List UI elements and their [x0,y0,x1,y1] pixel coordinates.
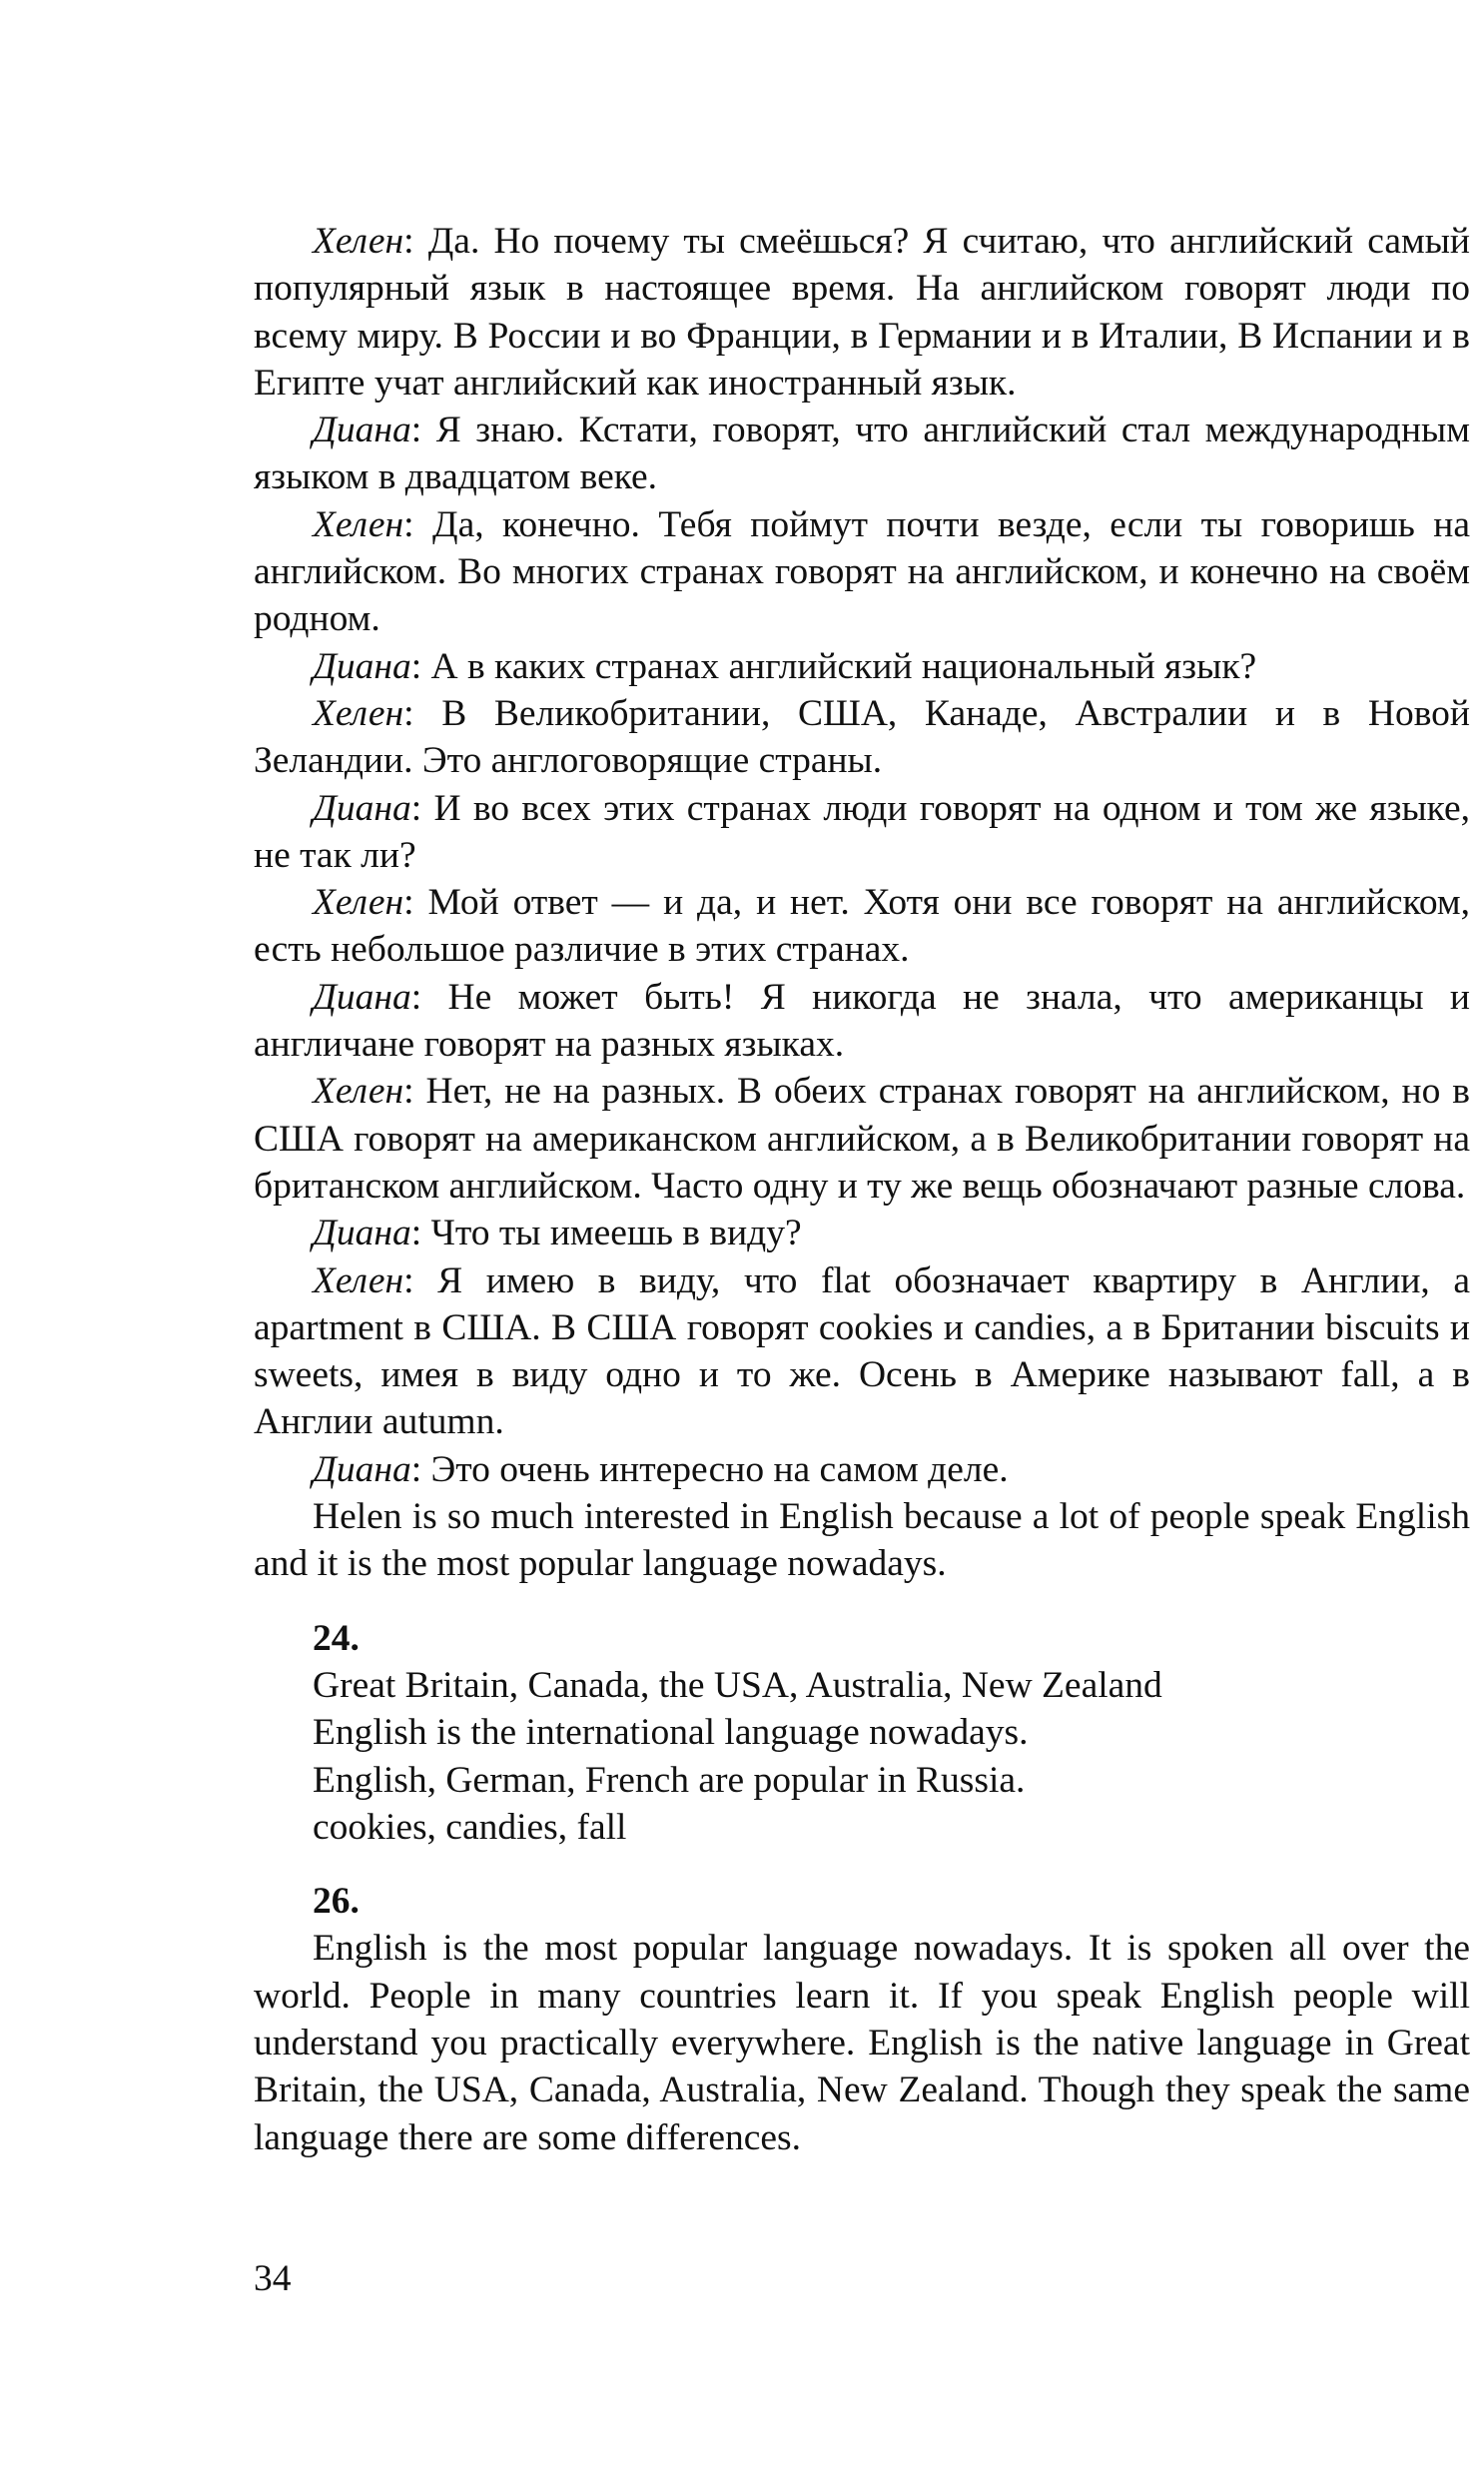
dialogue-text: : Мой ответ — и да, и нет. Хотя они все говорят на английском, есть небольшое различие в этих странах. [254,882,1470,971]
dialogue-text: : А в каких странах английский национальный язык? [410,645,1257,687]
page-content [254,218,1470,2161]
summary-paragraph: Helen is so much interested in English because a lot of people speak English and it is the most popular language nowadays. [254,1496,1470,1585]
dialogue-text: : Я знаю. Кстати, говорят, что английский стал международным языком в двадцатом веке. [254,410,1470,498]
speaker-name: Хелен [313,221,404,262]
section-24-number: 24. [313,1617,360,1659]
speaker-name: Хелен [313,1071,404,1113]
dialogue-line [254,785,1470,880]
dialogue-line [254,1257,1470,1446]
speaker-name: Хелен [313,882,404,924]
list-item: English, German, French are popular in Russia. [313,1759,1026,1801]
dialogue-text: : Не может быть! Я никогда не знала, что американцы и англичане говорят на разных языках. [254,976,1470,1066]
list-item: Great Britain, Canada, the USA, Australia, New Zealand [313,1664,1162,1706]
dialogue-line [254,501,1470,643]
dialogue-line [254,643,1470,690]
dialogue [254,218,1470,1493]
speaker-name: Диана [313,1448,411,1490]
dialogue-text: : Да, конечно. Тебя поймут почти везде, если ты говоришь на английском. Во многих странах говорят на английском, и конечно на своём родном. [254,503,1470,640]
speaker-name: Диана [313,410,411,451]
dialogue-line [254,1068,1470,1210]
section-24-list [254,1662,1470,1851]
dialogue-text: : Нет, не на разных. В обеих странах говорят на английском, но в США говорят на американском английском, а в Великобритании говорят на британском английском. Часто одну и ту же вещь обозначают разные слова. [254,1071,1470,1207]
dialogue-line [254,1446,1470,1493]
dialogue-text: : В Великобритании, США, Канаде, Австралии и в Новой Зеландии. Это англоговорящие страны. [254,692,1470,782]
dialogue-text: : Это очень интересно на самом деле. [410,1448,1009,1490]
dialogue-text: : И во всех этих странах люди говорят на одном и том же языке, не так ли? [254,787,1470,876]
dialogue-line [254,974,1470,1069]
speaker-name: Хелен [313,1259,404,1301]
list-item: English is the international language nowadays. [313,1712,1029,1754]
dialogue-line [254,1210,1470,1256]
dialogue-line [254,407,1470,501]
page-number: 34 [254,2258,292,2299]
section-26-number: 26. [313,1881,360,1923]
dialogue-text: : Да. Но почему ты смеёшься? Я считаю, что английский самый популярный язык в настоящее время. На английском говорят люди по всему миру. В России и во Франции, в Германии и в Италии, В Испании и в Египте учат английский как иностранный язык. [254,221,1470,404]
speaker-name: Диана [313,976,411,1018]
speaker-name: Хелен [313,692,404,734]
section-26-paragraph: English is the most popular language nowadays. It is spoken all over the world. People in many countries learn it. If you speak English people will understand you practically everywhere. English is the native language in Great Britain, the USA, Canada, Australia, New Zealand. Though they speak the same language there are some differences. [254,1928,1470,2158]
dialogue-text: : Что ты имеешь в виду? [410,1213,802,1254]
speaker-name: Диана [313,787,411,829]
speaker-name: Диана [313,645,411,687]
speaker-name: Диана [313,1213,411,1254]
dialogue-text: : Я имею в виду, что flat обозначает квартиру в Англии, а apartment в США. В США говорят cookies и candies, а в Британии biscuits и sweets, имея в виду одно и то же. Осень в Америке называют fall, а в Англии autumn. [254,1259,1470,1443]
dialogue-line [254,690,1470,785]
dialogue-line [254,879,1470,974]
dialogue-line [254,218,1470,407]
speaker-name: Хелен [313,503,404,545]
list-item: cookies, candies, fall [313,1806,627,1848]
